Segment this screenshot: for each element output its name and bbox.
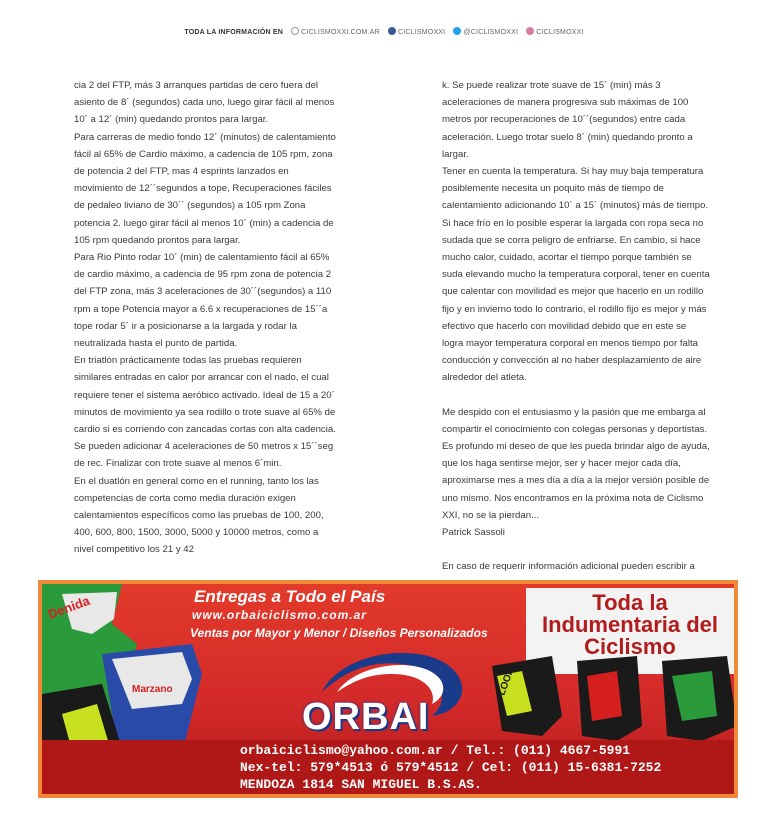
ad-tagline: Entregas a Todo el País bbox=[194, 587, 386, 606]
article-paragraph: En triatlón prácticamente todas las pruebas requieren similares entradas en calor por arrancar con el nado, el cual requiere tener el sistema aeróbico activado. Ideal de 15 a 20´ minutos de movimiento ya sea rodillo o trote suave al 65% de cardio si es corriendo con zancadas cortas con alta cadencia. Se pueden adicionar 4 aceleraciones de 50 metros x 15´´seg de rec. Finalizar con trote suave al menos 6´min. bbox=[74, 355, 336, 470]
ad-brand: ORBAI bbox=[302, 696, 430, 738]
header-label: TODA LA INFORMACIÓN EN bbox=[184, 29, 284, 36]
ad-headline: Toda la Indumentaria del Ciclismo bbox=[541, 590, 719, 659]
article-paragraph: En el duatlón en general como en el running, tanto los las competencias de corta como media duración exigen calentamientos específicos como las pruebas de 100, 200, 400, 600, 800, 1500, 3000, 5000 y 10000 metros, como a nivel competitivo los 21 y 42 bbox=[74, 475, 324, 556]
instagram-icon bbox=[526, 27, 534, 35]
article-column-left bbox=[74, 77, 340, 559]
ad-contact-phones: Nex-tel: 579*4513 ó 579*4512 / Cel: (011) 15-6381-7252 bbox=[240, 760, 662, 775]
jersey-text-2: Marzano bbox=[132, 684, 173, 695]
ad-inner bbox=[42, 584, 734, 794]
article-paragraph: Tener en cuenta la temperatura. Si hay muy baja temperatura posiblemente necesita un poquito más de tiempo de calentamiento adicionando 10´ a 15´ (minutos) más de tiempo. Si hace frío en lo posible esperar la largada con ropa seca no sudada que se corra peligro de enfriarse. En cambio, si hace mucho calor, cuidado, acortar el tiempo porque también se suda elevando mucho la temperatura corporal, tener en cuenta que calentar con movilidad es mejor que hacerlo en un rodillo fijo y en invierno todo lo contrario, el rodillo fijo es mejor y más efectivo que hacerlo con movilidad debido que en este se logra mayor temperatura corporal en menos tiempo por falta conducción y convección al no haber desplazamiento de aire alrededor del atleta. bbox=[442, 166, 710, 384]
jersey-text-1: Denida bbox=[45, 592, 92, 622]
facebook-icon bbox=[388, 27, 396, 35]
article-paragraph: k. Se puede realizar trote suave de 15´ (min) más 3 aceleraciones de manera progresiva sub máximas de 100 metros por recuperaciones de 10´´(segundos) entre cada aceleración. Luego trotar suelo 8´ (min) quedando pronto a largar. bbox=[442, 80, 693, 160]
header-instagram[interactable]: CICLISMOXXI bbox=[536, 29, 584, 36]
globe-icon bbox=[291, 27, 299, 35]
ad-website[interactable]: www.orbaiciclismo.com.ar bbox=[192, 608, 367, 622]
twitter-icon bbox=[453, 27, 461, 35]
article-column-right bbox=[442, 77, 710, 593]
ad-contact-footer bbox=[42, 740, 734, 794]
article-paragraph: En caso de requerir información adicional pueden escribir a bbox=[442, 561, 695, 573]
orbai-advertisement[interactable] bbox=[38, 580, 738, 798]
ad-contact-email[interactable]: orbaiciclismo@yahoo.com.ar / Tel.: (011) 4667-5991 bbox=[240, 743, 631, 758]
page-header bbox=[0, 27, 768, 36]
header-twitter[interactable]: @CICLISMOXXI bbox=[463, 29, 519, 36]
author-name: Patrick Sassoli bbox=[442, 527, 505, 539]
shorts-illustration bbox=[492, 656, 734, 746]
ad-contact-address: MENDOZA 1814 SAN MIGUEL B.S.AS. bbox=[240, 777, 482, 792]
shorts-text: LOOK bbox=[496, 666, 517, 698]
header-website[interactable]: CICLISMOXXI.COM.AR bbox=[301, 29, 380, 36]
article-paragraph: Para Rio Pinto rodar 10´ (min) de calentamiento fácil al 65% de cardio máximo, a cadencia de 95 rpm zona de potencia 2 del FTP zona, más 3 aceleraciones de 30´´(segundos) a 110 rpm a tope Potencia mayor a 6.6 x recuperaciones de 15´´a tope rodar 5´ ir a posicionarse a la largada y rodar la neutralizada hasta el punto de partida. bbox=[74, 252, 332, 350]
article-paragraph: cia 2 del FTP, más 3 arranques partidas de cero fuera del asiento de 8´ (segundos) cada uno, luego girar fácil al menos 10´ a 12´ (min) quedando prontos para largar. bbox=[74, 80, 335, 126]
article-paragraph: Para carreras de medio fondo 12´ (minutos) de calentamiento fácil al 65% de Cardio máximo, a cadencia de 105 rpm, zona de potencia 2 del FTP, mas 4 esprints lanzados en movimiento de 12´´segundos a tope, Recuperaciones fáciles de pedaleo liviano de 30´´ (segundos) a 105 rpm Zona potencia 2. luego girar fácil al menos 10´ (min) a cadencia de 105 rpm quedando prontos para largar. bbox=[74, 131, 336, 246]
header-facebook[interactable]: CICLISMOXXI bbox=[398, 29, 446, 36]
ad-subtitle: Ventas por Mayor y Menor / Diseños Personalizados bbox=[190, 626, 488, 640]
article-paragraph: Me despido con el entusiasmo y la pasión que me embarga al compartir el conocimiento con colegas personas y deportistas. Es profundo mi deseo de que les pueda brindar algo de ayuda, que los haga sentirse mejor, ser y hacer mejor cada día, aproximarse mes a mes día a día a la mejor versión posible de uno mismo. Nos encontramos en la próxima nota de Ciclismo XXI, no se la pierdan... bbox=[442, 406, 710, 521]
